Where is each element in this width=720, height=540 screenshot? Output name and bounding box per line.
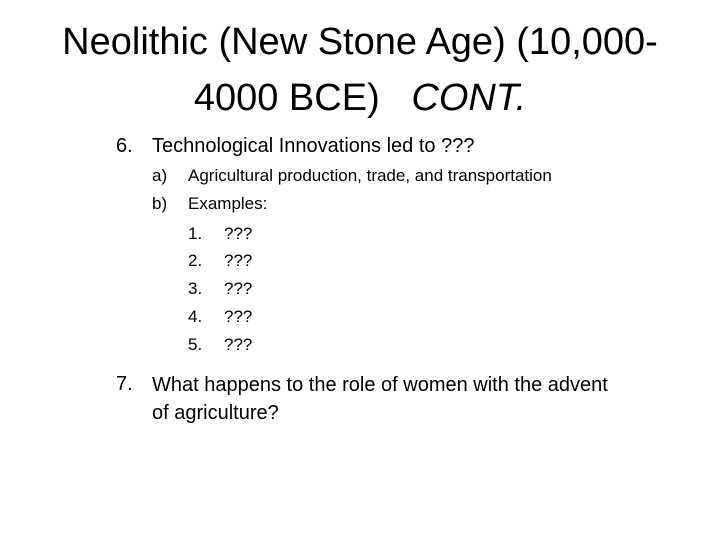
item-6b-text: Examples: [188, 194, 268, 213]
item-6-number: 6. [116, 135, 133, 157]
item-7-line-1: What happens to the role of women with the advent [152, 374, 608, 396]
item-7-text [152, 371, 608, 427]
example-4-number: 4. [188, 307, 203, 326]
example-1-number: 1. [188, 224, 203, 243]
example-1-text: ??? [224, 224, 253, 243]
title-line-2-main: 4000 BCE) [193, 77, 380, 119]
item-7-line-2: of agriculture? [152, 402, 279, 424]
item-7-number: 7. [116, 373, 133, 395]
example-5-text: ??? [224, 335, 253, 354]
example-5-number: 5. [188, 335, 203, 354]
item-6a-text: Agricultural production, trade, and transportation [188, 166, 552, 185]
title-cont-label: CONT. [411, 77, 527, 119]
title-line-2 [20, 70, 700, 126]
title-line-1: Neolithic (New Stone Age) (10,000- [62, 21, 658, 63]
example-2-number: 2. [188, 251, 203, 270]
item-6-text: Technological Innovations led to ??? [152, 135, 475, 157]
example-2-text: ??? [224, 251, 253, 270]
item-6b-marker: b) [152, 194, 168, 213]
example-3-text: ??? [224, 279, 253, 298]
slide-title [20, 14, 700, 126]
example-4-text: ??? [224, 307, 253, 326]
example-3-number: 3. [188, 279, 203, 298]
item-6a-marker: a) [152, 166, 168, 185]
